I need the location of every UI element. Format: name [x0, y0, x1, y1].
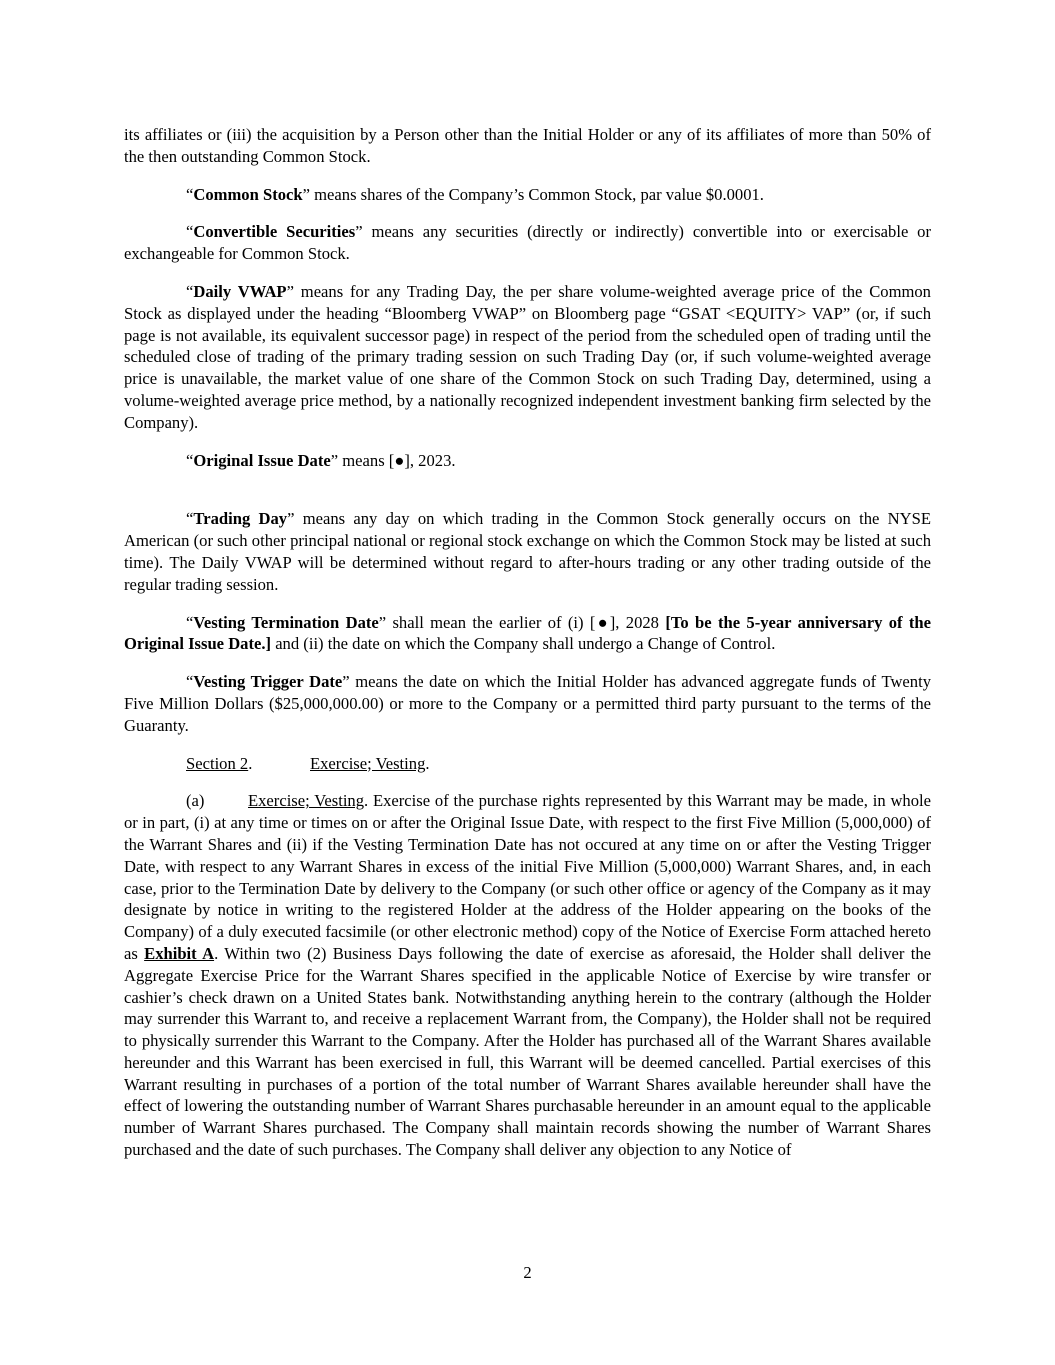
- definition-vesting-trigger-date: [124, 671, 931, 736]
- definition-text-end: and (ii) the date on which the Company shall undergo a Change of Control.: [271, 634, 776, 654]
- open-quote: “: [186, 281, 194, 301]
- definition-text: ” means [●], 2023.: [330, 450, 456, 470]
- section-number: Section 2: [186, 753, 249, 773]
- defined-term: Original Issue Date: [193, 450, 331, 470]
- defined-term: Vesting Trigger Date: [193, 672, 343, 692]
- defined-term: Common Stock: [193, 184, 303, 204]
- section-title: Exercise; Vesting: [310, 753, 426, 773]
- defined-term: Vesting Termination Date: [193, 612, 379, 632]
- page-body: [124, 124, 931, 1177]
- definition-text: ” means the date on which the Initial Holder has advanced aggregate funds of Twenty Five Million Dollars ($25,000,000.00) or more to the Company or a permitted third party pursuant to the terms of the Guaranty.: [124, 672, 931, 735]
- paragraph-continuation: its affiliates or (iii) the acquisition by a Person other than the Initial Holder or any of its affiliates of more than 50% of the then outstanding Common Stock.: [124, 125, 931, 166]
- defined-term: Convertible Securities: [193, 222, 356, 242]
- defined-term: Daily VWAP: [193, 281, 287, 301]
- drafting-note: [To be the 5-year anniversary of the Original Issue Date.]: [124, 612, 931, 654]
- subsection-title: Exercise; Vesting: [248, 791, 365, 811]
- definition-vesting-termination-date: [124, 612, 931, 656]
- subsection-text: . Exercise of the purchase rights represented by this Warrant may be made, in whole or in part, (i) at any time or times on or after the Original Issue Date, with respect to the first Five Million (5,000,000) of the Warrant Shares and (ii) if the Vesting Termination Date has not occured at any time on or after the Vesting Trigger Date, with respect to any Warrant Shares in excess of the initial Five Million (5,000,000) Warrant Shares, and, in each case, prior to the Termination Date by delivery to the Company (or such other office or agency of the Company as it may designate by notice in writing to the registered Holder at the address of the Holder appearing on the books of the Company) of a duly executed facsimile (or other electronic method) copy of the Notice of Exercise Form attached hereto as: [124, 791, 931, 963]
- defined-term: Trading Day: [193, 509, 288, 529]
- definition-text: ” means shares of the Company’s Common Stock, par value $0.0001.: [302, 184, 764, 204]
- section-title-period: .: [425, 753, 430, 773]
- section-number-wrap: [186, 753, 310, 775]
- definition-text: ” means any securities (directly or indirectly) convertible into or exercisable or exchangeable for Common Stock.: [124, 222, 931, 264]
- open-quote: “: [186, 184, 194, 204]
- definition-convertible-securities: [124, 221, 931, 265]
- definition-text: ” means for any Trading Day, the per share volume-weighted average price of the Common Stock as displayed under the heading “Bloomberg VWAP” on Bloomberg page “GSAT <EQUITY> VAP” (or, if such page is not available, its equivalent successor page) in respect of the period from the scheduled open of trading until the scheduled close of trading of the primary trading session on such Trading Day (or, if such volume-weighted average price is unavailable, the market value of one share of the Common Stock on such Trading Day, determined, using a volume-weighted average price method, by a nationally recognized independent investment banking firm selected by the Company).: [124, 281, 931, 432]
- page-number: 2: [523, 1263, 532, 1282]
- open-quote: “: [186, 450, 194, 470]
- subsection-text-cont: . Within two (2) Business Days following the date of exercise as aforesaid, the Holder shall deliver the Aggregate Exercise Price for the Warrant Shares specified in the applicable Notice of Exercise by wire transfer or cashier’s check drawn on a United States bank. Notwithstanding anything herein to the contrary (although the Holder may surrender this Warrant to, and receive a replacement Warrant from, the Company), the Holder shall not be required to physically surrender this Warrant to the Company. After the Holder has purchased all of the Warrant Shares available hereunder and this Warrant has been exercised in full, this Warrant will be deemed cancelled. Partial exercises of this Warrant resulting in purchases of a portion of the total number of Warrant Shares available hereunder shall have the effect of lowering the outstanding number of Warrant Shares purchasable hereunder in an amount equal to the applicable number of Warrant Shares purchased. The Company shall maintain records showing the number of Warrant Shares purchased and the date of such purchases. The Company shall deliver any objection to any Notice of: [124, 943, 931, 1160]
- open-quote: “: [186, 672, 194, 692]
- open-quote: “: [186, 509, 194, 529]
- definition-common-stock: [124, 184, 931, 206]
- section-number-period: .: [248, 753, 253, 773]
- definition-original-issue-date: [124, 450, 931, 472]
- section-heading: [186, 753, 931, 775]
- open-quote: “: [186, 222, 194, 242]
- subsection-marker: (a): [186, 791, 205, 811]
- definition-text: ” means any day on which trading in the Common Stock generally occurs on the NYSE American (or such other principal national or regional stock exchange on which the Common Stock may be listed at such time). The Daily VWAP will be determined without regard to after-hours trading or any other trading outside of the regular trading session.: [124, 509, 931, 594]
- definition-daily-vwap: [124, 281, 931, 434]
- definition-text: ” shall mean the earlier of (i) [●], 2028: [378, 612, 666, 632]
- exhibit-reference: Exhibit A: [144, 943, 215, 963]
- definition-trading-day: [124, 508, 931, 595]
- open-quote: “: [186, 612, 194, 632]
- subsection-a: [124, 790, 931, 1161]
